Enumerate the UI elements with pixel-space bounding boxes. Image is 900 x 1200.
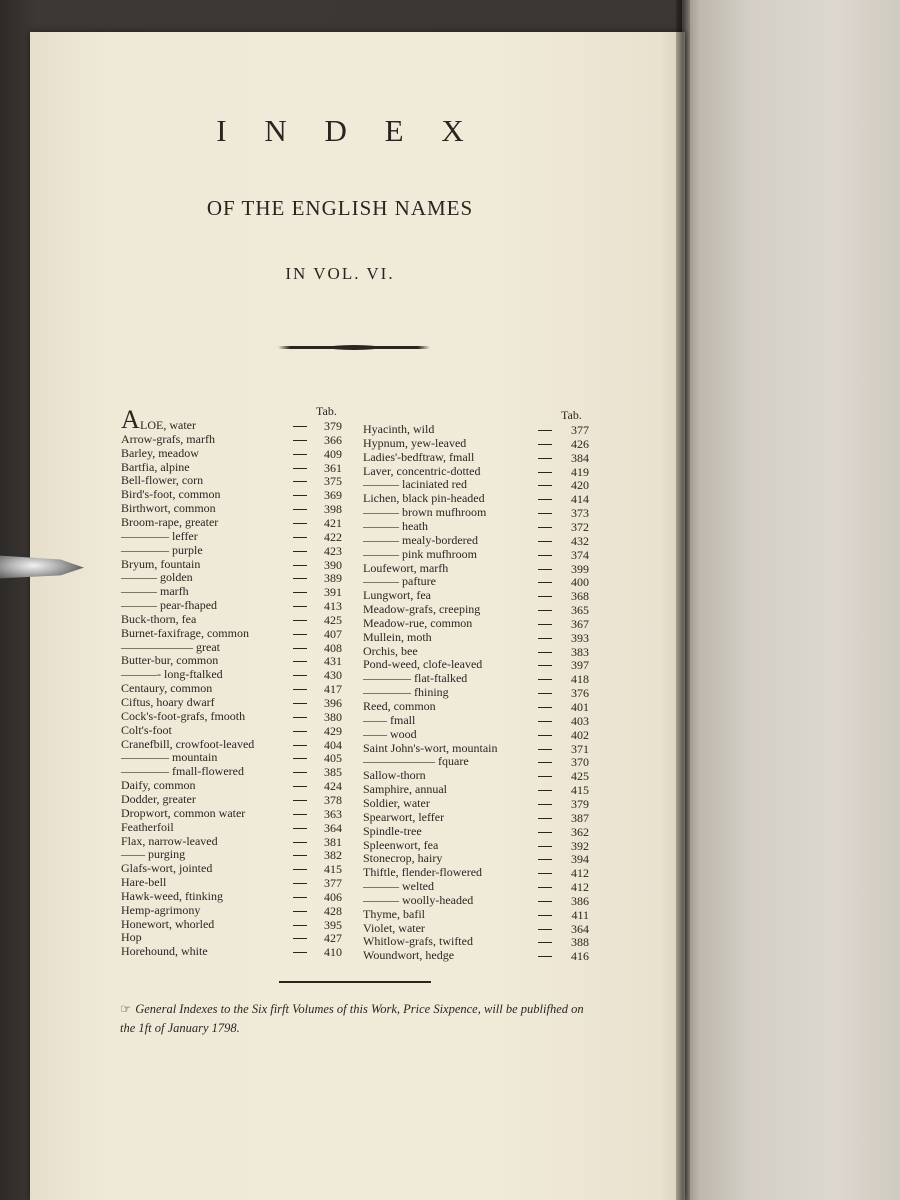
leader-dash [293,634,307,635]
index-entry-name: Bryum, fountain [121,556,201,571]
plate-number: 368 [571,589,589,604]
index-entry-name: Reed, common [363,699,436,713]
leader-dash [538,804,552,805]
plate-number: 373 [571,506,589,521]
index-entry-name: Hyacinth, wild [363,422,435,436]
plate-number: 385 [324,765,342,780]
leader-dash [293,938,307,939]
plate-number: 372 [571,519,589,534]
index-entry-name: ——— golden [121,570,193,585]
leader-dash [538,527,552,528]
plate-number: 414 [571,492,589,507]
index-entry-name: Pond-weed, clofe-leaved [363,657,483,672]
index-entry-name: ———— mountain [121,750,218,765]
index-entry-name: Buck-thorn, fea [121,611,197,626]
page-title: I N D E X [216,113,479,148]
plate-number: 367 [571,616,589,631]
leader-dash [293,897,307,898]
plate-number: 396 [324,696,342,710]
plate-number: 427 [324,931,342,946]
index-entry-name: Ciftus, hoary dwarf [121,695,215,709]
plate-number: 425 [324,612,342,627]
leader-dash [293,855,307,856]
plate-number: 379 [571,796,589,811]
leader-dash [293,592,307,593]
plate-number: 364 [571,921,589,936]
index-entry-name: Honewort, whorled [121,916,215,931]
leader-dash [538,569,552,570]
leader-dash [293,772,307,773]
plate-number: 431 [324,654,342,669]
leader-dash [538,707,552,708]
plate-number: 376 [571,686,589,701]
plate-number: 375 [324,474,342,489]
index-entry-name: Loufewort, marfh [363,560,449,575]
plate-number: 395 [324,917,342,932]
leader-dash [293,952,307,953]
leader-dash [538,472,552,473]
index-entry-name: Thiftle, flender-flowered [363,865,483,880]
index-entry-name: Hemp-agrimony [121,902,201,917]
index-entry-name: LOE, water [140,418,196,432]
index-entry-name: Dodder, greater [121,791,196,806]
leader-dash [293,468,307,469]
index-entry-name: Dropwort, common water [121,805,246,820]
plate-number: 381 [324,834,342,849]
index-entry-name: —— purging [121,847,186,862]
index-entry-name: —— wood [363,726,417,741]
index-entry-name: ———— fmall-flowered [121,764,244,779]
plate-number: 379 [324,419,342,433]
plate-number: 378 [324,792,342,807]
plate-number: 363 [324,806,342,821]
book-gutter [676,0,690,1200]
index-entry-name: ——— heath [363,518,428,533]
footer-text: General Indexes to the Six firft Volumes of this Work, Price Sixpence, will be publifhed on the 1ft of January 1798. [120,1002,584,1035]
index-entry-name: ——— pink mufhroom [363,546,477,561]
leader-dash [538,652,552,653]
index-entry-name: Birthwort, common [121,501,216,516]
leader-dash [538,749,552,750]
plate-number: 397 [571,658,589,673]
index-entry-name: ——— welted [363,879,434,894]
plate-number: 377 [324,876,342,891]
index-entry-name: Stonecrop, hairy [363,851,443,866]
facing-page [682,0,900,1200]
index-entry-name: Whitlow-grafs, twifted [363,934,473,949]
index-entry-name: Glafs-wort, jointed [121,861,213,876]
plate-number: 428 [324,903,342,918]
index-entry-name: Cranefbill, crowfoot-leaved [121,736,255,751]
plate-number: 369 [324,488,342,503]
index-entry-name: Ladies'-bedftraw, fmall [363,449,475,464]
plate-number: 402 [571,727,589,742]
leader-dash [538,624,552,625]
plate-number: 398 [324,502,342,517]
leader-dash [293,523,307,524]
index-entry-name: ——— laciniated red [363,477,467,492]
plate-number: 413 [324,599,342,614]
plate-number: 377 [571,423,589,437]
plate-number: 371 [571,741,589,756]
index-entry-name: ——— pear-fhaped [121,598,218,613]
leader-dash [293,814,307,815]
leader-dash [538,776,552,777]
index-entry-name: Lichen, black pin-headed [363,491,485,506]
pointing-hand-icon: ☞ [120,1002,132,1016]
index-entry-name: Soldier, water [363,795,430,810]
leader-dash [538,721,552,722]
leader-dash [538,541,552,542]
plate-number: 364 [324,820,342,835]
index-entry-name: ——— pafture [363,574,436,589]
index-entry-name: ——— marfh [121,584,189,599]
plate-number: 399 [571,561,589,576]
footer-note [120,1000,590,1038]
plate-number: 392 [571,838,589,853]
plate-number: 417 [324,682,342,697]
ornamental-rule [278,345,430,350]
plate-number: 362 [571,824,589,839]
leader-dash [538,942,552,943]
plate-number: 408 [324,640,342,655]
index-entry-name: Mullein, moth [363,629,432,644]
leader-dash [293,551,307,552]
page-subtitle: OF THE ENGLISH NAMES [206,196,474,220]
index-entry-name: ——— woolly-headed [363,892,474,907]
leader-dash [538,430,552,431]
plate-number: 390 [324,557,342,572]
plate-number: 365 [571,603,589,618]
leader-dash [538,513,552,514]
plate-number: 403 [571,713,589,728]
plate-number: 393 [571,630,589,645]
plate-number: 410 [324,945,342,960]
index-entry-name: Hypnum, yew-leaved [363,435,467,450]
index-entry-name: Hawk-weed, ftinking [121,888,223,903]
leader-dash [538,679,552,680]
index-entry-name: Bell-flower, corn [121,473,204,488]
leader-dash [293,537,307,538]
index-entry-name: Centaury, common [121,681,213,696]
index-entry-name: Samphire, annual [363,782,447,797]
leader-dash [538,485,552,486]
leader-dash [293,758,307,759]
plate-number: 429 [324,723,342,738]
plate-number: 386 [571,893,589,908]
index-entry-name: Violet, water [363,920,425,935]
leader-dash [293,565,307,566]
index-entry-name: Spleenwort, fea [363,837,439,852]
index-entry-name: Lungwort, fea [363,588,431,603]
plate-number: 406 [324,889,342,904]
leader-dash [538,901,552,902]
drop-cap: A [121,405,140,434]
index-entry-name: Flax, narrow-leaved [121,833,218,848]
leader-dash [293,689,307,690]
index-entry-name: Meadow-grafs, creeping [363,602,481,617]
leader-dash [293,842,307,843]
leader-dash [293,675,307,676]
leader-dash [293,800,307,801]
leader-dash [293,454,307,455]
leader-dash [538,956,552,957]
plate-number: 400 [571,575,589,590]
plate-number: 419 [571,464,589,479]
plate-number: 421 [324,515,342,530]
index-entry-name: Hop [121,930,142,945]
leader-dash [538,915,552,916]
plate-number: 425 [571,769,589,784]
leader-dash [538,762,552,763]
tab-header-right: Tab. [561,408,582,422]
plate-number: 389 [324,571,342,586]
index-entry-name: Featherfoil [121,819,174,834]
leader-dash [293,745,307,746]
leader-dash [538,887,552,888]
plate-number: 405 [324,751,342,766]
plate-number: 432 [571,533,589,548]
index-entry-name: Broom-rape, greater [121,514,219,529]
index-entry-name: ———- long-ftalked [121,667,223,682]
leader-dash [293,440,307,441]
leader-dash [538,846,552,847]
index-entry-name: Meadow-rue, common [363,615,473,630]
plate-number: 418 [571,672,589,687]
leader-dash [293,869,307,870]
plate-number: 401 [571,700,589,714]
index-entry-name: Sallow-thorn [363,768,426,783]
leader-dash [293,606,307,607]
leader-dash [293,828,307,829]
leader-dash [538,638,552,639]
plate-number: 415 [571,783,589,798]
plate-number: 387 [571,810,589,825]
index-entry-name: Barley, meadow [121,445,199,460]
index-entry-name: Woundwort, hedge [363,948,455,963]
plate-number: 404 [324,737,342,752]
index-entry-name: Laver, concentric-dotted [363,463,481,478]
plate-number: 366 [324,432,342,447]
leader-dash [538,859,552,860]
volume-label: IN VOL. VI. [285,264,395,283]
index-entry-name: —————— great [121,639,220,654]
plate-number: 424 [324,779,342,794]
leader-dash [538,458,552,459]
leader-dash [538,929,552,930]
plate-number: 412 [571,866,589,881]
index-entry-name: Spearwort, leffer [363,809,445,824]
plate-number: 394 [571,852,589,867]
index-entry-name: ——— mealy-bordered [363,532,478,547]
index-entry-name: —— fmall [363,712,416,727]
plate-number: 383 [571,644,589,659]
plate-number: 370 [571,755,589,770]
leader-dash [538,555,552,556]
index-entry-name: Spindle-tree [363,823,422,838]
leader-dash [293,925,307,926]
plate-number: 384 [571,450,589,465]
index-entry-name: ———— flat-ftalked [363,671,468,686]
plate-number: 422 [324,529,342,544]
index-entry-name: Hare-bell [121,875,167,890]
leader-dash [538,499,552,500]
leader-dash [538,693,552,694]
leader-dash [538,665,552,666]
plate-number: 361 [324,460,342,475]
plate-number: 412 [571,880,589,895]
index-entry-name: ———— fhining [363,685,449,700]
leader-dash [293,481,307,482]
plate-number: 426 [571,436,589,451]
index-entry-name: Bartfia, alpine [121,459,190,474]
index-entry-name: ———— purple [121,542,203,557]
index-entry-name: ———— leffer [121,528,198,543]
index-entry-name: Burnet-faxifrage, common [121,625,249,640]
plate-number: 420 [571,478,589,493]
footer-rule [279,981,431,983]
plate-number: 388 [571,935,589,950]
plate-number: 374 [571,547,589,562]
index-entry-name: Colt's-foot [121,722,172,737]
leader-dash [293,911,307,912]
tab-header-left: Tab. [316,404,337,418]
index-entry-name: Saint John's-wort, mountain [363,740,498,755]
leader-dash [293,883,307,884]
plate-number: 391 [324,585,342,600]
leader-dash [293,620,307,621]
leader-dash [538,582,552,583]
leader-dash [293,731,307,732]
index-entry-name: ——— brown mufhroom [363,505,487,520]
index-entry-name: Cock's-foot-grafs, fmooth [121,708,246,723]
index-entry-name: Bird's-foot, common [121,487,221,502]
index-entry-name: Thyme, bafil [363,906,425,921]
plate-number: 430 [324,668,342,683]
plate-number: 382 [324,848,342,863]
leader-dash [293,703,307,704]
index-entry-name: Butter-bur, common [121,653,219,668]
plate-number: 416 [571,949,589,964]
plate-number: 411 [571,907,589,922]
leader-dash [293,578,307,579]
index-entry-name: Horehound, white [121,944,208,959]
leader-dash [538,818,552,819]
leader-dash [538,790,552,791]
leader-dash [538,873,552,874]
leader-dash [538,610,552,611]
plate-number: 415 [324,862,342,877]
leader-dash [293,509,307,510]
plate-number: 409 [324,446,342,461]
leader-dash [293,717,307,718]
leader-dash [293,648,307,649]
index-entry-name: —————— fquare [363,754,469,769]
plate-number: 380 [324,709,342,724]
plate-number: 423 [324,543,342,558]
leader-dash [538,735,552,736]
leader-dash [293,786,307,787]
leader-dash [293,661,307,662]
leader-dash [538,444,552,445]
index-entry-name: Daify, common [121,778,196,793]
index-entry-name: Arrow-grafs, marfh [121,431,215,446]
leader-dash [293,495,307,496]
plate-number: 407 [324,626,342,641]
leader-dash [538,596,552,597]
leader-dash [293,426,307,427]
leader-dash [538,832,552,833]
index-entry-name: Orchis, bee [363,643,418,658]
